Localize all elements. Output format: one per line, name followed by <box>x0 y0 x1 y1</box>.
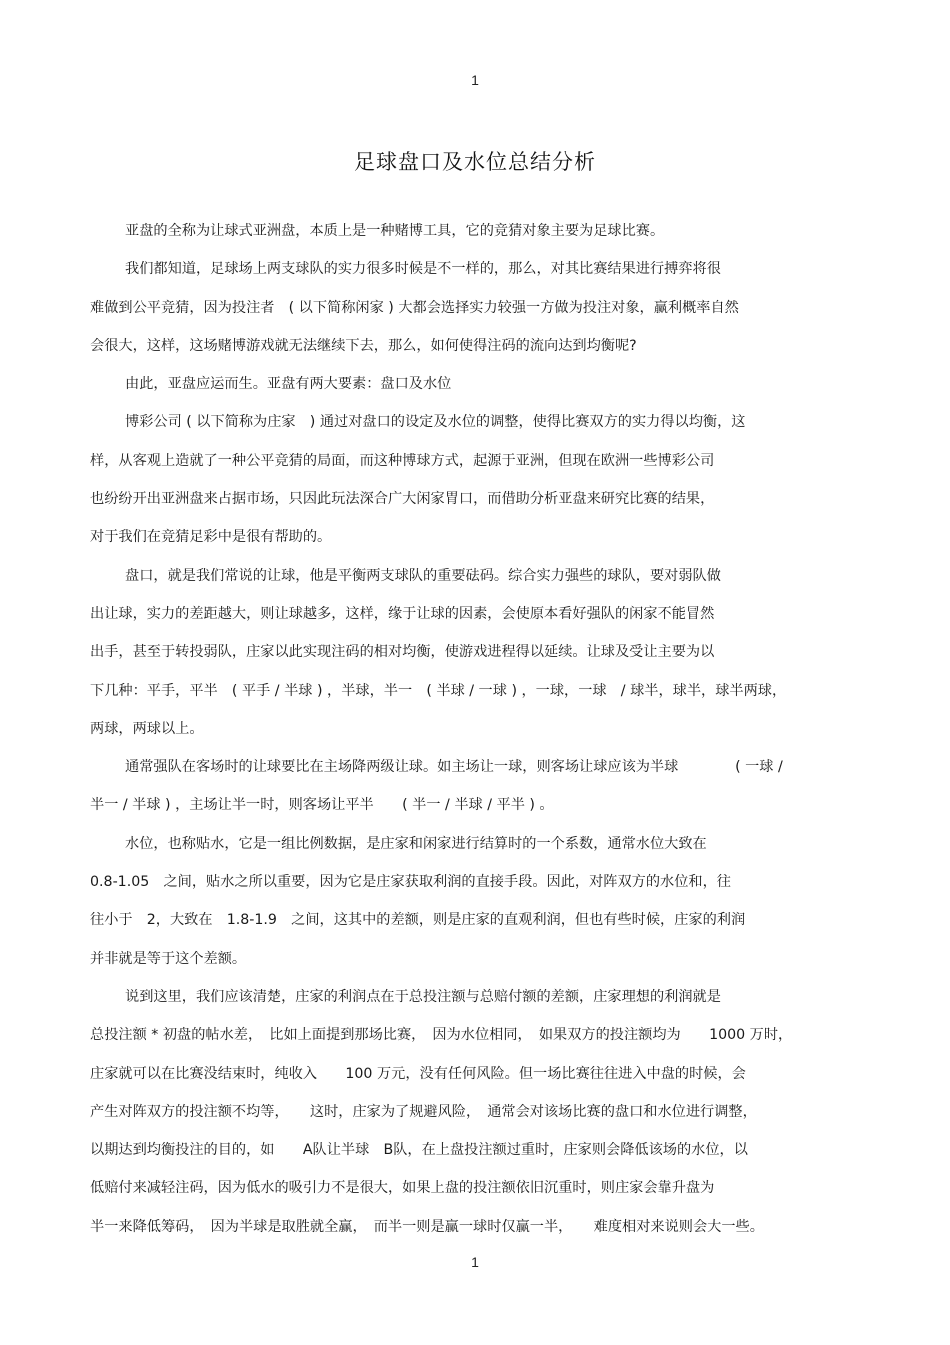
paragraph-line: 总投注额 * 初盘的帖水差， 比如上面提到那场比赛， 因为水位相同， 如果双方的投注额均为 1000 万时， <box>90 1027 793 1044</box>
paragraph-line: 出让球，实力的差距越大，则让球越多，这样，缘于让球的因素，会使原本看好强队的闲家不能冒然 <box>90 605 715 622</box>
paragraph-line: 会很大，这样，这场赌博游戏就无法继续下去，那么，如何使得注码的流向达到均衡呢? <box>90 337 637 354</box>
document-title: 足球盘口及水位总结分析 <box>354 150 596 174</box>
paragraph-line: 难做到公平竞猜，因为投注者 ( 以下简称闲家 ) 大都会选择实力较强一方做为投注对象，赢利概率自然 <box>90 299 739 316</box>
paragraph <box>90 978 865 1246</box>
paragraph-line: 通常强队在客场时的让球要比在主场降两级让球。如主场让一球，则客场让球应该为半球 ( 一球 / <box>125 759 783 776</box>
paragraph-line: 水位，也称贴水，它是一组比例数据，是庄家和闲家进行结算时的一个系数，通常水位大致在 <box>125 835 707 852</box>
paragraph-line: 也纷纷开出亚洲盘来占据市场，只因此玩法深合广大闲家胃口，而借助分析亚盘来研究比赛的结果， <box>90 491 715 508</box>
paragraph <box>90 557 865 748</box>
paragraph-line: 半一 / 半球 ) ，主场让半一时，则客场让平半 ( 半一 / 半球 / 平半 ) 。 <box>90 797 554 814</box>
document-body <box>90 212 865 1246</box>
paragraph <box>90 212 865 250</box>
paragraph-line: 下几种：平手，平半 ( 平手 / 半球 ) ，半球，半一 ( 半球 / 一球 ) ，一球，一球 / 球半，球半，球半两球， <box>90 682 787 699</box>
paragraph-line: 盘口，就是我们常说的让球，他是平衡两支球队的重要砝码。综合实力强些的球队，要对弱队做 <box>125 567 721 584</box>
paragraph-line: 由此，亚盘应运而生。亚盘有两大要素：盘口及水位 <box>125 376 452 393</box>
paragraph <box>90 748 865 825</box>
page-number-bottom: 1 <box>471 1254 479 1270</box>
paragraph-line: 出手，甚至于转投弱队，庄家以此实现注码的相对均衡，使游戏进程得以延续。让球及受让主要为以 <box>90 644 715 661</box>
paragraph-line: 产生对阵双方的投注额不均等， 这时，庄家为了规避风险， 通常会对该场比赛的盘口和水位进行调整， <box>90 1103 757 1120</box>
paragraph-line: 往小于 2，大致在 1.8-1.9 之间，这其中的差额，则是庄家的直观利润，但也有些时候，庄家的利润 <box>90 912 746 929</box>
paragraph-line: 以期达到均衡投注的目的，如 A队让半球 B队，在上盘投注额过重时，庄家则会降低该场的水位，以 <box>90 1142 748 1159</box>
paragraph-line: 并非就是等于这个差额。 <box>90 950 247 967</box>
paragraph <box>90 825 865 978</box>
paragraph-line: 对于我们在竞猜足彩中是很有帮助的。 <box>90 529 332 546</box>
paragraph-line: 0.8-1.05 之间，贴水之所以重要，因为它是庄家获取利润的直接手段。因此，对阵双方的水位和，往 <box>90 874 731 891</box>
paragraph-line: 亚盘的全称为让球式亚洲盘，本质上是一种赌博工具，它的竞猜对象主要为足球比赛。 <box>125 223 665 239</box>
page-number-top: 1 <box>471 72 479 88</box>
paragraph-line: 两球，两球以上。 <box>90 720 204 737</box>
paragraph-line: 说到这里，我们应该清楚，庄家的利润点在于总投注额与总赔付额的差额，庄家理想的利润就是 <box>125 988 721 1005</box>
paragraph-line: 样，从客观上造就了一种公平竞猜的局面，而这种博球方式，起源于亚洲，但现在欧洲一些博彩公司 <box>90 452 715 469</box>
paragraph-line: 半一来降低筹码， 因为半球是取胜就全赢， 而半一则是赢一球时仅赢一半， 难度相对来说则会大一些。 <box>90 1218 764 1235</box>
paragraph-line: 博彩公司 ( 以下简称为庄家 ) 通过对盘口的设定及水位的调整，使得比赛双方的实力得以均衡，这 <box>125 414 746 431</box>
paragraph-line: 低赔付来减轻注码，因为低水的吸引力不是很大，如果上盘的投注额依旧沉重时，则庄家会靠升盘为 <box>90 1180 715 1197</box>
paragraph <box>90 365 865 403</box>
paragraph-line: 我们都知道，足球场上两支球队的实力很多时候是不一样的，那么，对其比赛结果进行搏弈将很 <box>125 261 721 278</box>
paragraph <box>90 403 865 556</box>
paragraph <box>90 250 865 365</box>
paragraph-line: 庄家就可以在比赛没结束时，纯收入 100 万元，没有任何风险。但一场比赛往往进入中盘的时候，会 <box>90 1065 746 1082</box>
